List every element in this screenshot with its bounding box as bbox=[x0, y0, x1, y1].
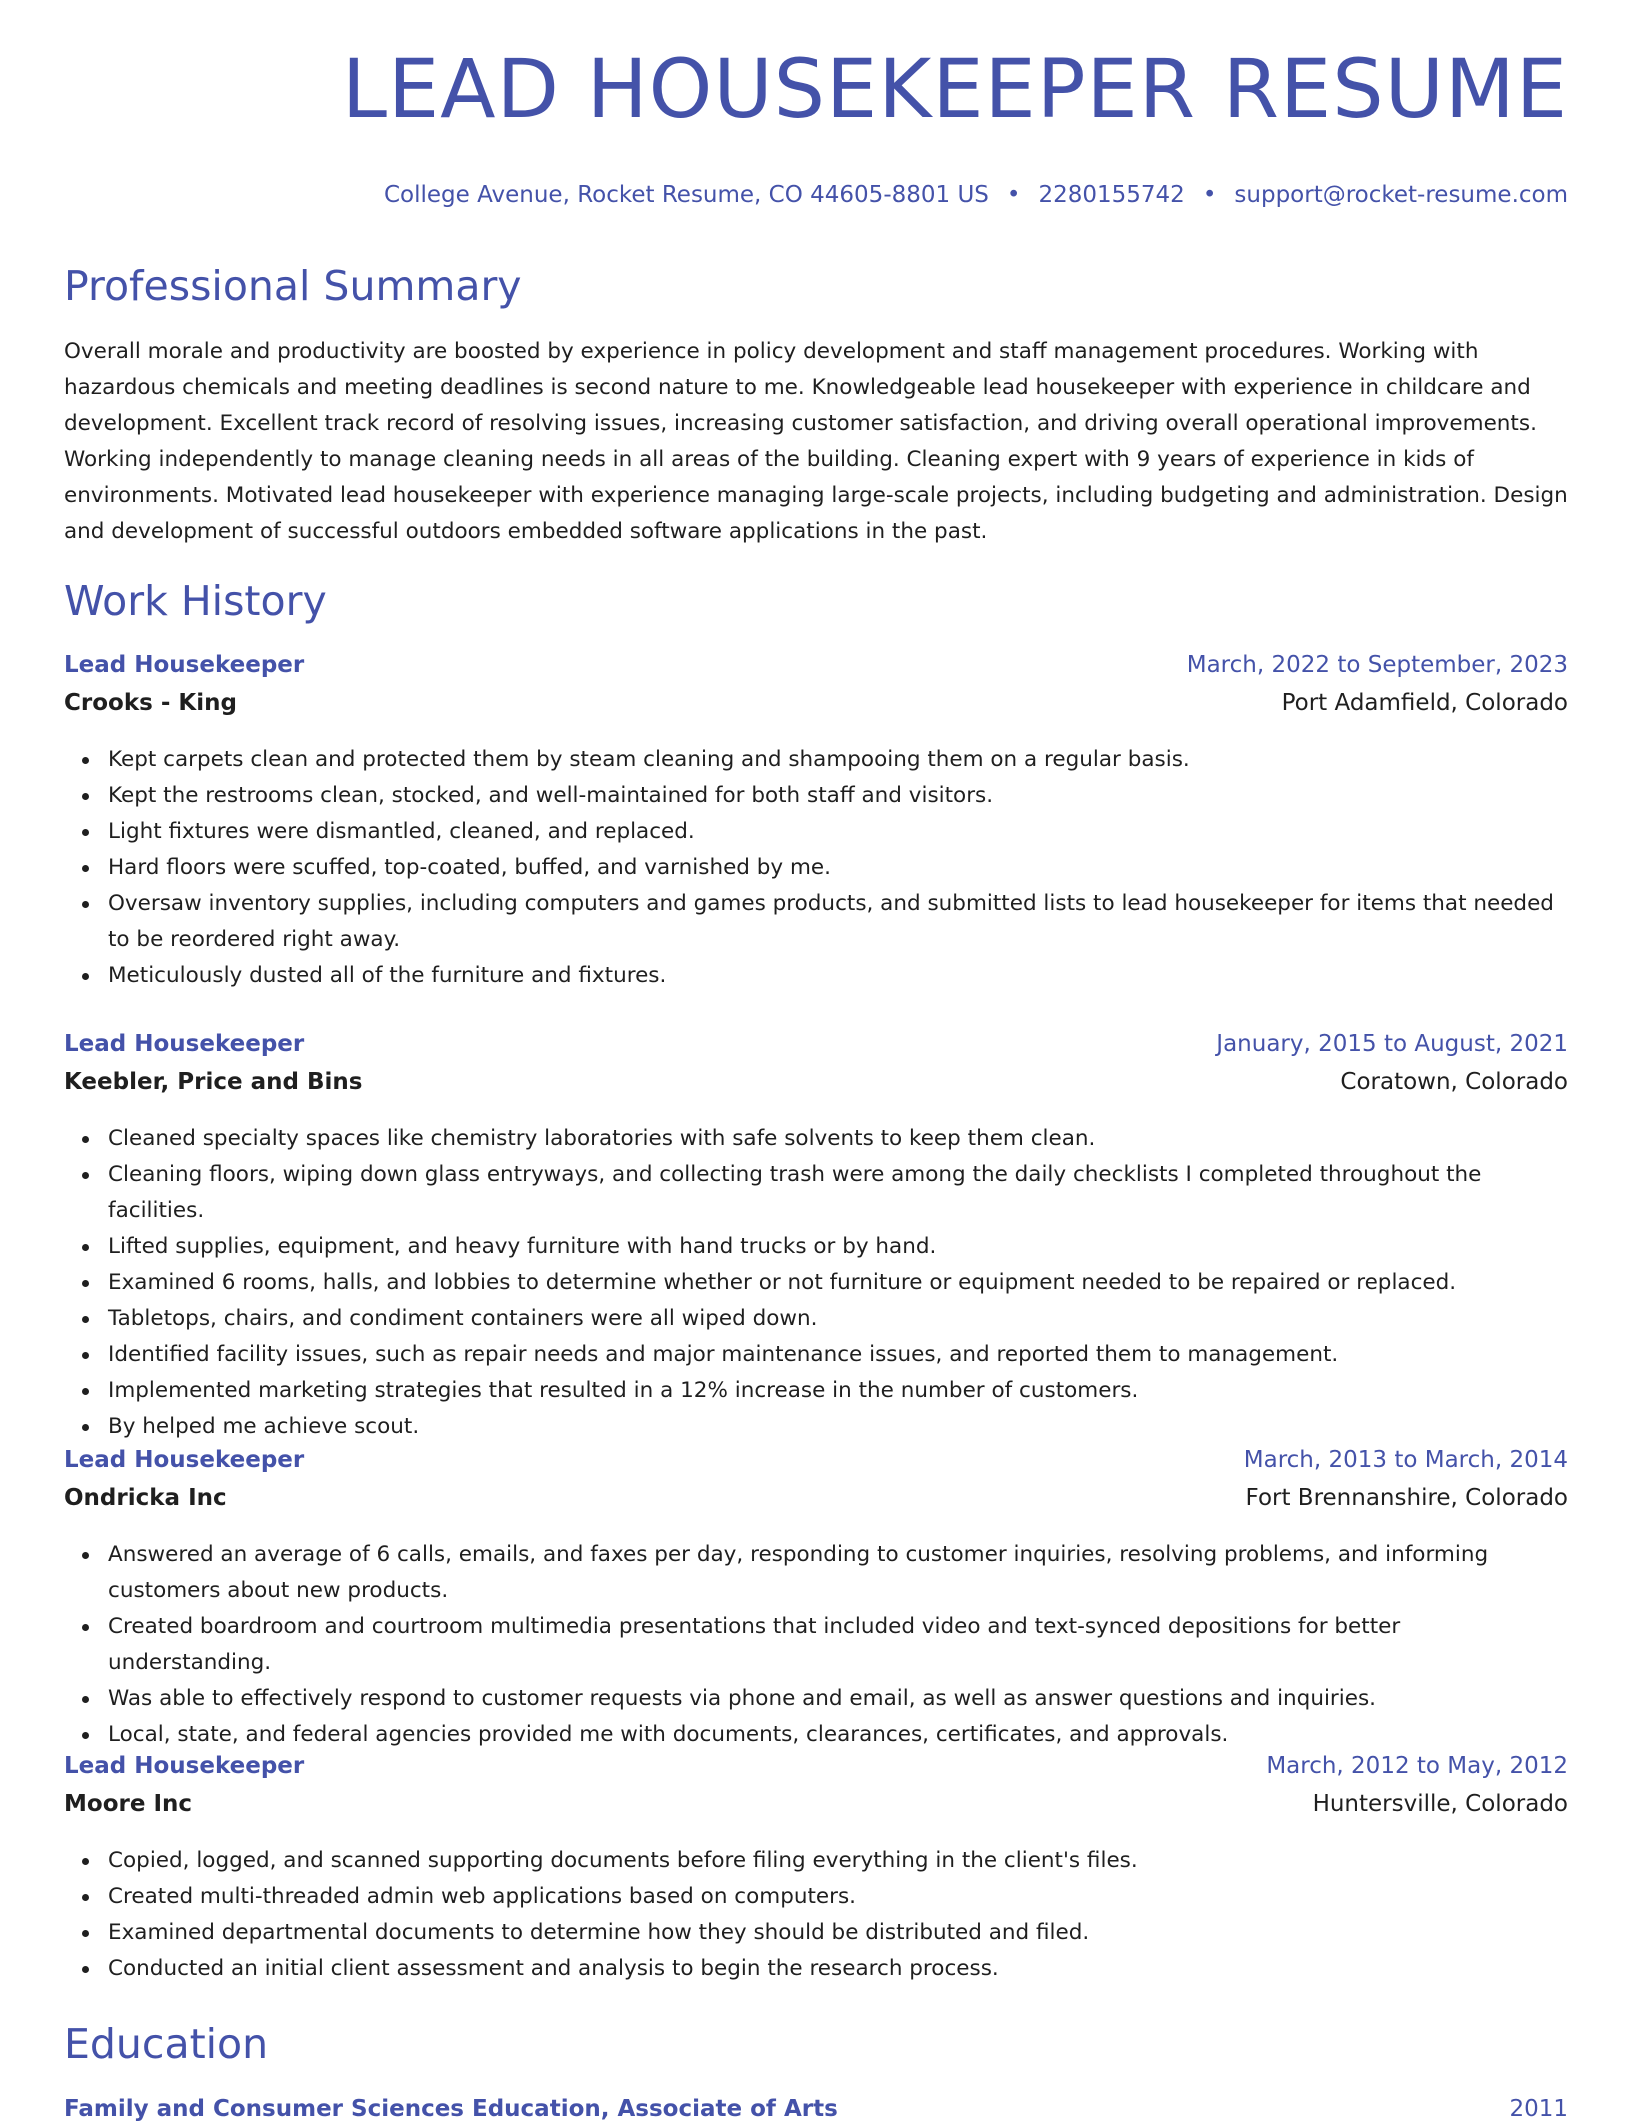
job-company: Ondricka Inc bbox=[64, 1485, 227, 1511]
job-company: Keebler, Price and Bins bbox=[64, 1069, 363, 1095]
job-dates: January, 2015 to August, 2021 bbox=[1216, 1031, 1568, 1057]
job-location: Huntersville, Colorado bbox=[1312, 1791, 1568, 1817]
list-item: Answered an average of 6 calls, emails, and faxes per day, responding to customer inquiries, resolving problems, and informing customers about new products. bbox=[108, 1537, 1568, 1609]
education-degree: Family and Consumer Sciences Education, Associate of Arts bbox=[64, 2096, 838, 2122]
job-dates: March, 2022 to September, 2023 bbox=[1186, 652, 1568, 678]
job-entry bbox=[64, 1447, 1568, 1753]
list-item: Kept carpets clean and protected them by steam cleaning and shampooing them on a regular basis. bbox=[108, 742, 1568, 778]
job-entry bbox=[64, 652, 1568, 994]
contact-line bbox=[384, 182, 1568, 208]
contact-separator: • bbox=[1006, 182, 1021, 208]
job-title: Lead Housekeeper bbox=[64, 1031, 305, 1057]
list-item: Kept the restrooms clean, stocked, and well-maintained for both staff and visitors. bbox=[108, 778, 1568, 814]
list-item: Implemented marketing strategies that resulted in a 12% increase in the number of customers. bbox=[108, 1373, 1568, 1409]
job-title: Lead Housekeeper bbox=[64, 1753, 305, 1779]
list-item: Copied, logged, and scanned supporting documents before filing everything in the client's files. bbox=[108, 1843, 1568, 1879]
work-history-heading: Work History bbox=[64, 577, 327, 625]
list-item: Oversaw inventory supplies, including computers and games products, and submitted lists to lead housekeeper for items that needed to be reordered right away. bbox=[108, 886, 1568, 958]
job-entry bbox=[64, 1031, 1568, 1445]
list-item: Identified facility issues, such as repair needs and major maintenance issues, and reported them to management. bbox=[108, 1337, 1568, 1373]
list-item: Meticulously dusted all of the furniture and fixtures. bbox=[108, 958, 1568, 994]
education-heading: Education bbox=[64, 2020, 269, 2068]
job-bullets bbox=[64, 1121, 1568, 1445]
resume-title: LEAD HOUSEKEEPER RESUME bbox=[341, 43, 1568, 137]
job-dates: March, 2013 to March, 2014 bbox=[1243, 1447, 1568, 1473]
list-item: By helped me achieve scout. bbox=[108, 1409, 1568, 1445]
job-location: Coratown, Colorado bbox=[1340, 1069, 1568, 1095]
list-item: Cleaned specialty spaces like chemistry laboratories with safe solvents to keep them clean. bbox=[108, 1121, 1568, 1157]
education-entry bbox=[64, 2096, 1568, 2126]
job-title: Lead Housekeeper bbox=[64, 652, 305, 678]
job-company: Crooks - King bbox=[64, 690, 237, 716]
contact-email[interactable]: support@rocket-resume.com bbox=[1234, 182, 1568, 208]
list-item: Local, state, and federal agencies provided me with documents, clearances, certificates, and approvals. bbox=[108, 1717, 1568, 1753]
education-year: 2011 bbox=[1509, 2096, 1568, 2122]
contact-phone[interactable]: 2280155742 bbox=[1038, 182, 1185, 208]
summary-heading: Professional Summary bbox=[64, 262, 522, 310]
list-item: Tabletops, chairs, and condiment containers were all wiped down. bbox=[108, 1301, 1568, 1337]
list-item: Examined 6 rooms, halls, and lobbies to determine whether or not furniture or equipment needed to be repaired or replaced. bbox=[108, 1265, 1568, 1301]
job-title: Lead Housekeeper bbox=[64, 1447, 305, 1473]
job-bullets bbox=[64, 1843, 1568, 1987]
list-item: Cleaning floors, wiping down glass entryways, and collecting trash were among the daily checklists I completed throughout the facilities. bbox=[108, 1157, 1568, 1229]
list-item: Examined departmental documents to determine how they should be distributed and filed. bbox=[108, 1915, 1568, 1951]
list-item: Created multi-threaded admin web applications based on computers. bbox=[108, 1879, 1568, 1915]
summary-text: Overall morale and productivity are boosted by experience in policy development and staff management procedures. Working with hazardous chemicals and meeting deadlines is second nature to me. Knowledgeable lead housekeeper with experience in childcare and development. Excellent track record of resolving issues, increasing customer satisfaction, and driving overall operational improvements. Working independently to manage cleaning needs in all areas of the building. Cleaning expert with 9 years of experience in kids of environments. Motivated lead housekeeper with experience managing large-scale projects, including budgeting and administration. Design and development of successful outdoors embedded software applications in the past. bbox=[64, 339, 1568, 544]
job-entry bbox=[64, 1753, 1568, 1987]
contact-separator: • bbox=[1202, 182, 1217, 208]
list-item: Hard floors were scuffed, top-coated, buffed, and varnished by me. bbox=[108, 850, 1568, 886]
list-item: Lifted supplies, equipment, and heavy furniture with hand trucks or by hand. bbox=[108, 1229, 1568, 1265]
job-location: Fort Brennanshire, Colorado bbox=[1245, 1485, 1568, 1511]
list-item: Light fixtures were dismantled, cleaned, and replaced. bbox=[108, 814, 1568, 850]
contact-address: College Avenue, Rocket Resume, CO 44605-8801 US bbox=[384, 182, 989, 208]
list-item: Conducted an initial client assessment and analysis to begin the research process. bbox=[108, 1951, 1568, 1987]
job-dates: March, 2012 to May, 2012 bbox=[1266, 1753, 1568, 1779]
job-location: Port Adamfield, Colorado bbox=[1281, 690, 1568, 716]
job-company: Moore Inc bbox=[64, 1791, 193, 1817]
list-item: Was able to effectively respond to customer requests via phone and email, as well as answer questions and inquiries. bbox=[108, 1681, 1568, 1717]
list-item: Created boardroom and courtroom multimedia presentations that included video and text-synced depositions for better understanding. bbox=[108, 1609, 1568, 1681]
job-bullets bbox=[64, 1537, 1568, 1753]
job-bullets bbox=[64, 742, 1568, 994]
